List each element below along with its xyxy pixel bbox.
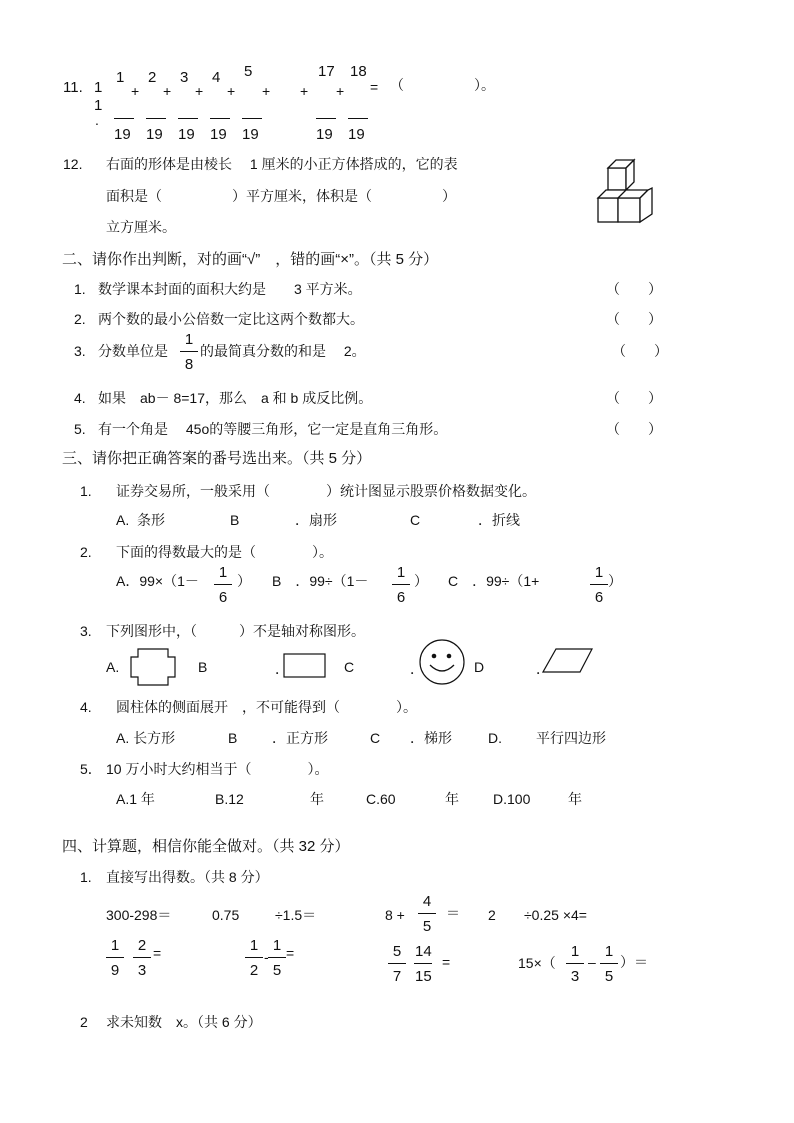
denominator: 7 [388,963,406,984]
s3-q3-opt-b-label[interactable]: B [198,659,208,675]
plus-sign: + [131,83,140,99]
dot: ． [410,661,424,677]
q11-eq: = [370,79,379,95]
denominator: 6 [392,584,410,605]
judgement-number: 4. [74,390,86,406]
section3-heading: 三、请你把正确答案的番号选出来。（共 5 分） [62,450,372,467]
fraction [214,565,232,605]
q11-numerator: 4 [212,69,221,86]
q12-line2: 面积是（ ）平方厘米，体积是（ ） [106,188,456,204]
s3-q3-number: 3. [80,623,92,639]
s3-q4-opt-d[interactable]: 平行四边形 [536,730,606,746]
q11-denominator: 19 [146,126,163,143]
smiley-face-icon [418,638,466,686]
q12-line1: 右面的形体是由棱长 1 厘米的小正方体搭成的，它的表 [106,156,458,172]
q11-lead2: 1 [94,97,103,114]
fraction-bar [242,118,262,119]
numerator: 1 [594,564,604,581]
q11-answer-blank[interactable]: （ ）。 [390,77,495,93]
s3-q1-text: 证券交易所，一般采用（ ）统计图显示股票价格数据变化。 [116,483,536,499]
answer-parentheses[interactable]: （ ） [606,421,662,437]
answer-parentheses[interactable]: （ ） [606,281,662,297]
denominator: 9 [106,957,124,978]
denominator: 3 [133,957,151,978]
s3-q1-opt-b-label[interactable]: B [230,512,240,528]
fraction-bar [178,118,198,119]
close-paren: ） [414,573,428,589]
answer-parentheses[interactable]: （ ） [606,311,662,327]
s3-q1-number: 1. [80,483,92,499]
denominator: 3 [566,963,584,984]
denominator: 8 [180,351,198,372]
calc-4a: 2 [488,907,496,923]
judgement-text: 如果 ab－ 8=17，那么 a 和 b 成反比例。 [98,390,373,406]
q11-numerator: 2 [148,69,157,86]
denominator: 6 [214,584,232,605]
denominator: 5 [418,913,436,934]
parallelogram-shape-icon [542,648,594,674]
s4-q1-text: 直接写出得数。（共 8 分） [106,869,269,885]
fraction [268,938,286,978]
q11-numerator: 5 [244,63,253,80]
fraction-bar [210,118,230,119]
minus: – [588,954,596,970]
calc-1: 300-298＝ [106,907,172,923]
fraction [180,332,198,372]
s4-q2-number: 2 [80,1014,88,1030]
judgement-text: 两个数的最小公倍数一定比这两个数都大。 [98,311,364,327]
q12-line3: 立方厘米。 [106,219,176,235]
minus: - [264,949,269,965]
q11-denominator: 19 [242,126,259,143]
fraction-bar [146,118,166,119]
plus-sign: + [336,83,345,99]
numerator: 1 [396,564,406,581]
denominator: 5 [268,957,286,978]
fraction [392,565,410,605]
answer-parentheses[interactable]: （ ） [612,343,668,359]
q11-numerator: 3 [180,69,189,86]
s3-q3-opt-d-label[interactable]: D [474,659,485,675]
q11-numerator: 17 [318,63,335,80]
plus-sign: + [195,83,204,99]
fraction [566,944,584,984]
q11-denominator: 19 [348,126,365,143]
fraction [388,944,406,984]
unit: 年 [568,791,582,807]
equals: = [442,954,451,970]
s3-q4-opt-d-label[interactable]: D. [488,730,502,746]
equals: = [153,945,162,961]
judgement-text: 的最简真分数的和是 2。 [200,343,366,359]
s3-q4-opt-c[interactable]: ．梯形 [410,730,452,746]
calc-3a: 8 + [385,907,405,923]
numerator: 2 [137,937,147,954]
calc-3b: ＝ [446,905,460,921]
denominator: 2 [245,957,263,978]
q11-denominator: 19 [114,126,131,143]
plus-sign: + [300,83,309,99]
fraction-bar [114,118,134,119]
s3-q5-opt-b[interactable]: B.12 [215,791,244,807]
s3-q3-opt-c-label[interactable]: C [344,659,355,675]
calc-4b: ÷0.25 ×4= [524,907,587,923]
numerator: 1 [570,943,580,960]
s3-q5-opt-d[interactable]: D.100 [493,791,531,807]
fraction-bar [348,118,368,119]
q11-denominator: 19 [210,126,227,143]
s3-q5-opt-c[interactable]: C.60 [366,791,396,807]
close-paren: ） [608,573,622,589]
judgement-text: 分数单位是 [98,343,168,359]
cross-shape-icon [130,648,176,686]
judgement-text: 有一个角是 45o的等腰三角形，它一定是直角三角形。 [98,421,448,437]
s3-q4-opt-b-label[interactable]: B [228,730,238,746]
s3-q1-opt-a[interactable]: A. 条形 [116,512,166,528]
s3-q5-text: 10 万小时大约相当于（ ）。 [106,761,329,777]
s3-q5-number: 5． [80,761,102,777]
fraction [600,944,618,984]
s3-q2-opt-c[interactable]: C ．99÷（1+ [448,573,540,589]
q11-dot: . [95,112,99,128]
numerator: 1 [604,943,614,960]
s3-q1-opt-b[interactable]: ．扇形 [295,512,337,528]
calc-2b: ÷1.5＝ [275,907,317,923]
s3-q1-opt-c[interactable]: ．折线 [478,512,520,528]
fraction [418,894,436,934]
cube-figure [596,158,658,224]
numerator: 14 [415,943,432,960]
s3-q5-opt-a[interactable]: A.1 年 [116,791,155,807]
numerator: 1 [249,937,259,954]
fraction [414,944,433,984]
s3-q1-opt-c-label[interactable]: C [410,512,421,528]
unit: 年 [445,791,459,807]
s3-q3-text: 下列图形中，（ ）不是轴对称图形。 [106,623,365,639]
section2-heading: 二、请你作出判断，对的画“√” ，错的画“×”。（共 5 分） [62,251,439,268]
plus-sign: + [163,83,172,99]
dot: ． [275,661,289,677]
s3-q2-opt-b[interactable]: B ．99÷（1－ [272,573,369,589]
fraction-bar [316,118,336,119]
s3-q4-opt-b[interactable]: ．正方形 [272,730,328,746]
rectangle-shape-icon [283,653,327,679]
s3-q4-text: 圆柱体的侧面展开 ，不可能得到（ ）。 [116,699,417,715]
fraction [106,938,124,978]
s3-q4-opt-a[interactable]: A. 长方形 [116,730,176,746]
numerator: 1 [110,937,120,954]
judgement-number: 3. [74,343,86,359]
numerator: 5 [392,943,402,960]
numerator: 4 [422,893,432,910]
s4-q2-text: 求未知数 x。（共 6 分） [106,1014,262,1030]
s3-q2-number: 2. [80,544,92,560]
q11-denominator: 19 [316,126,333,143]
q11-numerator: 1 [116,69,125,86]
q12-number: 12. [63,156,83,172]
q11-denominator: 19 [178,126,195,143]
denominator: 15 [414,963,432,984]
s4-q1-number: 1. [80,869,92,885]
judgement-number: 1. [74,281,86,297]
judgement-text: 数学课本封面的面积大约是 3 平方米。 [98,281,362,297]
s3-q3-opt-a-label[interactable]: A. [106,659,120,675]
denominator: 6 [590,584,608,605]
numerator: 1 [272,937,282,954]
plus-sign: + [227,83,236,99]
q11-number: 11. [63,79,83,96]
judgement-number: 5. [74,421,86,437]
calc-2a: 0.75 [212,907,240,923]
numerator: 1 [218,564,228,581]
equals: = [286,945,295,961]
s3-q4-number: 4. [80,699,92,715]
section4-heading: 四、计算题，相信你能全做对。（共 32 分） [62,838,350,855]
s3-q2-text: 下面的得数最大的是（ ）。 [116,544,333,560]
fraction [590,565,608,605]
close-paren: ） [237,573,251,589]
s3-q2-opt-a[interactable]: A．99×（1－ [116,573,199,589]
calc-15x: 15×（ [518,955,556,971]
unit: 年 [310,791,324,807]
judgement-number: 2. [74,311,86,327]
plus-sign: + [262,83,271,99]
denominator: 5 [600,963,618,984]
fraction [245,938,263,978]
calc-end: ）＝ [620,954,648,970]
q11-numerator: 18 [350,63,367,80]
s3-q4-opt-c-label[interactable]: C [370,730,381,746]
numerator: 1 [184,331,194,348]
fraction [133,938,151,978]
q11-lead: 1 [94,79,103,96]
answer-parentheses[interactable]: （ ） [606,390,662,406]
dot: ． [536,661,550,677]
